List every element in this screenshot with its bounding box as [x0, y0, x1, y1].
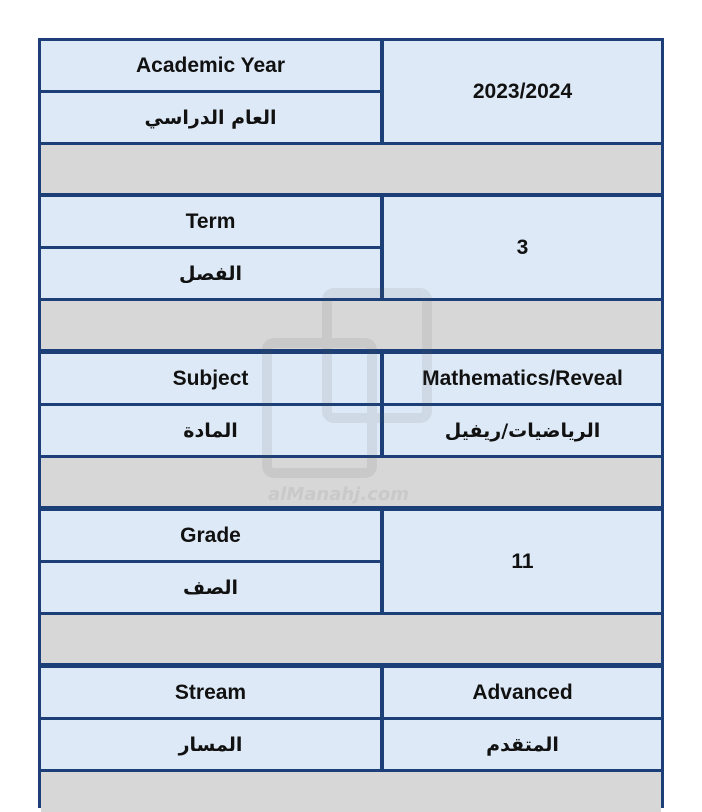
separator-row	[41, 145, 661, 193]
separator-row	[41, 615, 661, 663]
stream-label: Stream	[41, 668, 380, 717]
stream-label-ar: المسار	[41, 720, 380, 769]
term-label: Term	[41, 197, 380, 246]
subject-label: Subject	[41, 354, 380, 403]
academic-year-label: Academic Year	[41, 41, 380, 90]
separator-row	[41, 458, 661, 506]
separator-row	[41, 772, 661, 812]
term-value: 3	[384, 197, 661, 298]
term-label-ar: الفصل	[41, 249, 380, 298]
stream-value-ar: المتقدم	[384, 720, 661, 769]
subject-label-ar: المادة	[41, 406, 380, 455]
grade-label-ar: الصف	[41, 563, 380, 612]
grade-value: 11	[384, 511, 661, 612]
stream-value: Advanced	[384, 668, 661, 717]
academic-year-value: 2023/2024	[384, 41, 661, 142]
separator-row	[41, 301, 661, 349]
subject-value: Mathematics/Reveal	[384, 354, 661, 403]
subject-value-ar: الرياضيات/ريفيل	[384, 406, 661, 455]
academic-year-label-ar: العام الدراسي	[41, 93, 380, 142]
grade-label: Grade	[41, 511, 380, 560]
info-table	[38, 38, 664, 808]
